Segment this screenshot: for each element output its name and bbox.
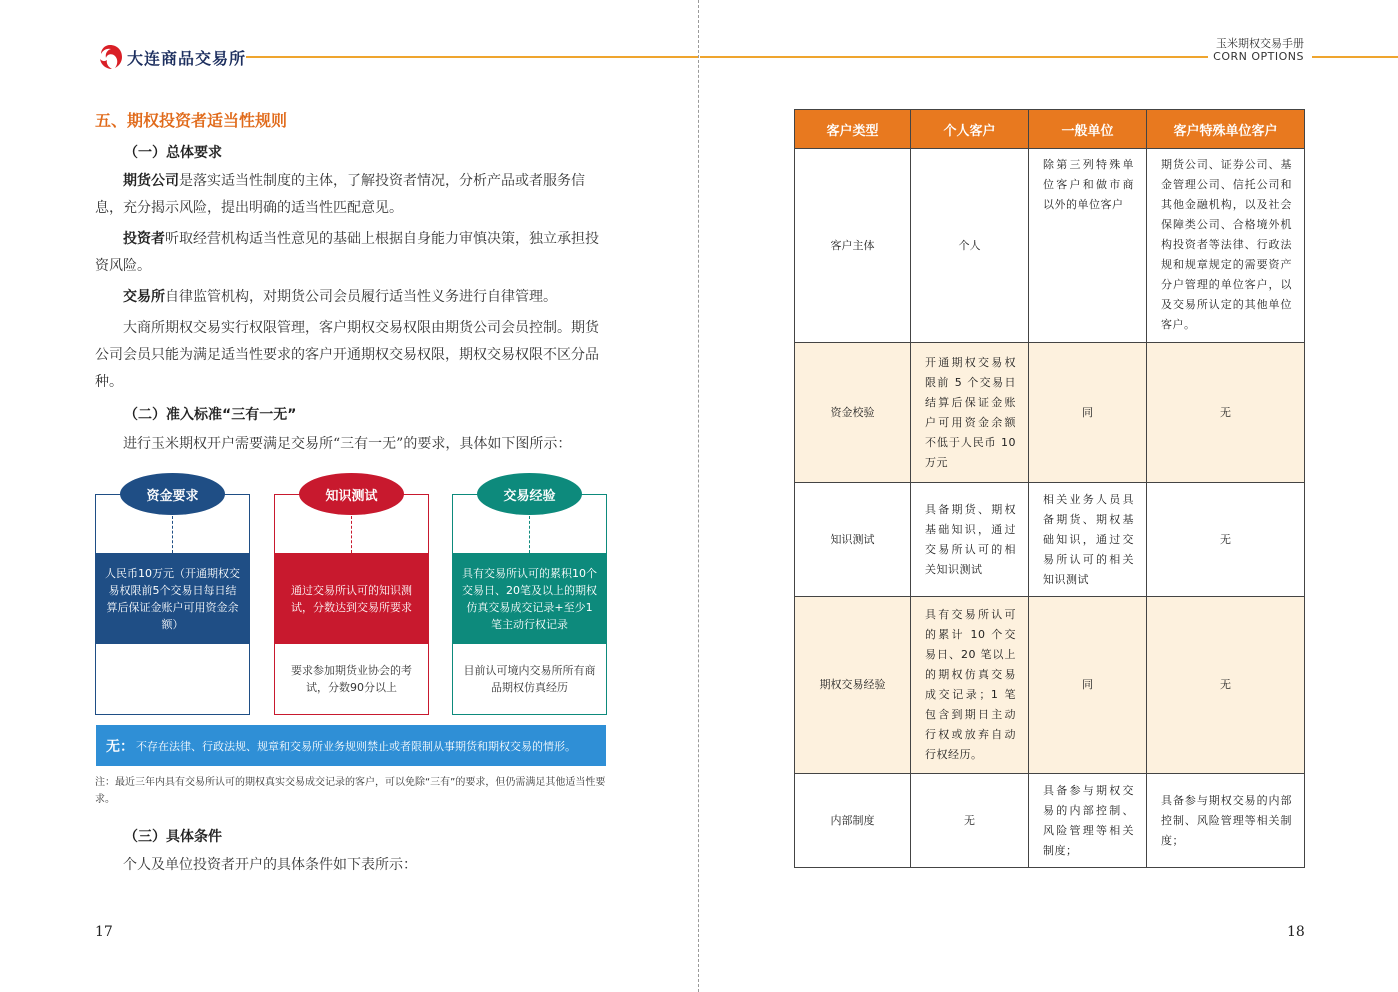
- paragraph-futures-company: 期货公司是落实适当性制度的主体，了解投资者情况，分析产品或者服务信息，充分揭示风险，提出明确的适当性匹配意见。: [95, 173, 585, 216]
- subheading-general: （一）总体要求: [124, 145, 222, 161]
- row-label: 知识测试: [795, 483, 911, 597]
- table-cell: 无: [1147, 343, 1305, 483]
- row-label: 内部制度: [795, 774, 911, 868]
- section-title: 五、期权投资者适当性规则: [95, 111, 288, 130]
- conditions-table: [794, 109, 1305, 868]
- card-funds-connector: [172, 516, 173, 553]
- table-row: [795, 343, 1305, 483]
- table-cell: 具备期货、期权基础知识，通过交易所认可的相关知识测试: [911, 483, 1029, 597]
- card-knowledge-body: 通过交易所认可的知识测试，分数达到交易所要求: [275, 553, 428, 644]
- table-row: [795, 149, 1305, 343]
- header-rule-left: [246, 56, 698, 58]
- card-experience-body: 具有交易所认可的累积10个交易日、20笔及以上的期权仿真交易成交记录+至少1笔主动行权记录: [453, 553, 606, 644]
- table-cell: 相关业务人员具备期货、期权基础知识，通过交易所认可的相关知识测试: [1029, 483, 1147, 597]
- paragraph-exchange: 交易所自律监管机构，对期货公司会员履行适当性义务进行自律管理。: [123, 289, 557, 305]
- term-exchange: 交易所: [123, 289, 165, 305]
- page-number-left: 17: [95, 924, 113, 940]
- col-header-client-type: 客户类型: [795, 110, 911, 149]
- table-row: [795, 774, 1305, 868]
- none-label: 无：: [106, 738, 134, 755]
- term-investor: 投资者: [123, 231, 165, 247]
- col-header-general-unit: 一般单位: [1029, 110, 1147, 149]
- card-funds-title: 资金要求: [120, 473, 225, 515]
- col-header-individual: 个人客户: [911, 110, 1029, 149]
- header-rule-right-end: [1312, 56, 1398, 58]
- table-cell: 同: [1029, 597, 1147, 774]
- table-row: [795, 483, 1305, 597]
- table-cell: 开通期权交易权限前 5 个交易日结算后保证金账户可用资金余额不低于人民币 10 万元: [911, 343, 1029, 483]
- table-cell: 个人: [911, 149, 1029, 343]
- card-experience-note: 目前认可境内交易所所有商品期权仿真经历: [463, 664, 596, 694]
- manual-title: 玉米期权交易手册: [1216, 37, 1304, 50]
- dce-logo-icon: [95, 42, 125, 72]
- paragraph-permission: 大商所期权交易实行权限管理，客户期权交易权限由期货公司会员控制。期货公司会员只能为满足适当性要求的客户开通期权交易权限，期权交易权限不区分品种。: [95, 320, 599, 390]
- row-label: 期权交易经验: [795, 597, 911, 774]
- manual-subtitle: CORN OPTIONS: [1213, 50, 1304, 63]
- card-experience-title: 交易经验: [477, 473, 582, 515]
- term-futures-company: 期货公司: [123, 173, 179, 189]
- col-header-special-unit: 客户特殊单位客户: [1147, 110, 1305, 149]
- card-knowledge-connector: [351, 516, 352, 553]
- table-cell: 无: [1147, 597, 1305, 774]
- none-condition-bar: [96, 725, 606, 766]
- card-experience-connector: [529, 516, 530, 553]
- page-number-right: 18: [1287, 924, 1305, 940]
- table-cell: 具备参与期权交易的内部控制、风险管理等相关制度；: [1029, 774, 1147, 868]
- row-label: 客户主体: [795, 149, 911, 343]
- footnote: 注：最近三年内具有交易所认可的期权真实交易成交记录的客户，可以免除“三有”的要求，但仍需满足其他适当性要求。: [95, 777, 606, 805]
- paragraph-investor: 投资者听取经营机构适当性意见的基础上根据自身能力审慎决策，独立承担投资风险。: [95, 231, 599, 274]
- table-header-row: [795, 110, 1305, 149]
- table-cell: 除第三列特殊单位客户和做市商以外的单位客户: [1029, 149, 1147, 343]
- table-cell: 具有交易所认可的累计 10 个交易日、20 笔以上的期权仿真交易成交记录；1 笔包含到期日主动行权或放弃自动行权经历。: [911, 597, 1029, 774]
- paragraph-requirement-intro: 进行玉米期权开户需要满足交易所“三有一无”的要求，具体如下图所示：: [123, 436, 572, 452]
- paragraph-table-intro: 个人及单位投资者开户的具体条件如下表所示：: [123, 857, 417, 873]
- table-cell: 具备参与期权交易的内部控制、风险管理等相关制度；: [1147, 774, 1305, 868]
- header-rule-right: [700, 56, 1208, 58]
- table-cell: 无: [1147, 483, 1305, 597]
- table-row: [795, 597, 1305, 774]
- page-fold-divider: [698, 0, 699, 992]
- table-cell: 期货公司、证券公司、基金管理公司、信托公司和其他金融机构，以及社会保障类公司、合格境外机构投资者等法律、行政法规和规章规定的需要资产分户管理的单位客户，以及交易所认定的其他单位客户。: [1147, 149, 1305, 343]
- logo-name: 大连商品交易所: [127, 49, 247, 68]
- table-cell: 同: [1029, 343, 1147, 483]
- subheading-conditions: （三）具体条件: [124, 829, 222, 845]
- card-knowledge-note: 要求参加期货业协会的考试，分数90分以上: [291, 664, 412, 694]
- subheading-admission: （二）准入标准“三有一无”: [124, 407, 297, 423]
- table-cell: 无: [911, 774, 1029, 868]
- card-funds-body: 人民币10万元（开通期权交易权限前5个交易日每日结算后保证金账户可用资金余额）: [96, 553, 249, 644]
- row-label: 资金校验: [795, 343, 911, 483]
- none-text: 不存在法律、行政法规、规章和交易所业务规则禁止或者限制从事期货和期权交易的情形。: [136, 739, 576, 753]
- card-knowledge-title: 知识测试: [299, 473, 404, 515]
